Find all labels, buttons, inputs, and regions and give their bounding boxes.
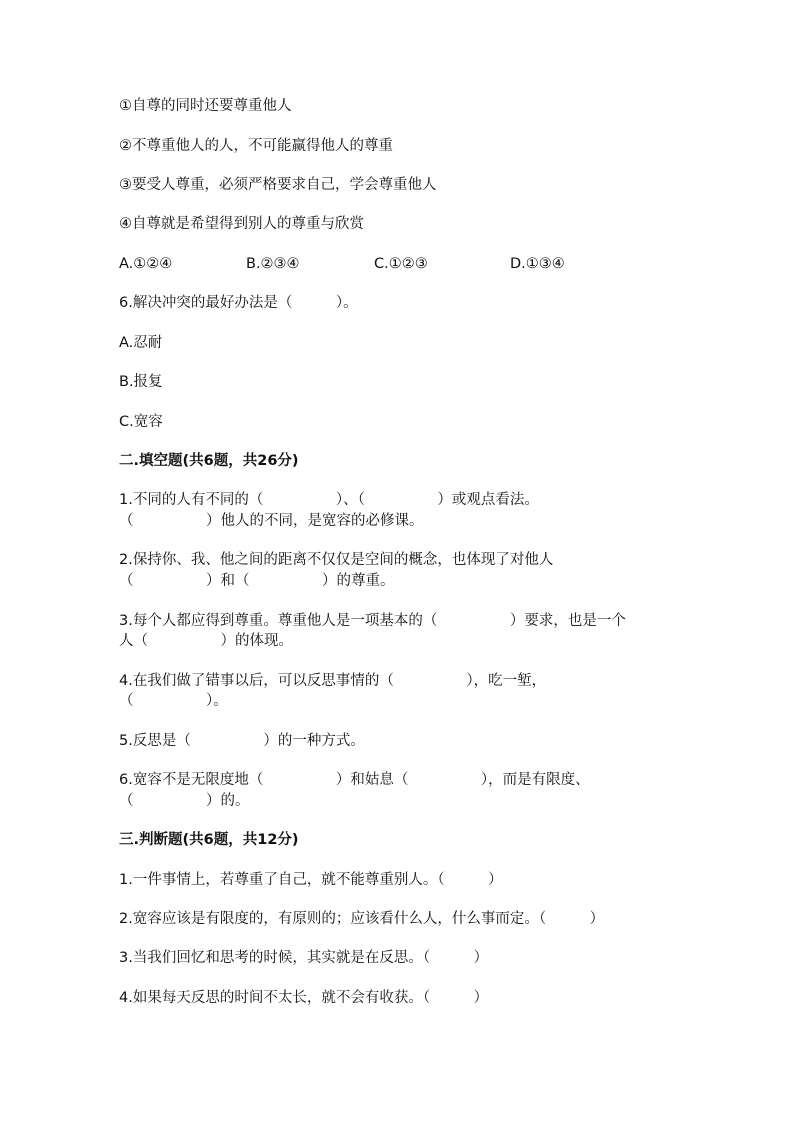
question-6-option-c: C.宽容	[119, 414, 163, 430]
fill-q2-line2: （ ）和（ ）的尊重。	[119, 573, 395, 589]
judge-q4: 4.如果每天反思的时间不太长，就不会有收获。（ ）	[119, 990, 489, 1006]
fill-q4-line1: 4.在我们做了错事以后，可以反思事情的（ ），吃一堑，	[119, 673, 547, 689]
fill-q2-line1: 2.保持你、我、他之间的距离不仅仅是空间的概念，也体现了对他人	[119, 552, 554, 568]
fill-q1-line1: 1.不同的人有不同的（ ）、（ ）或观点看法。	[119, 492, 539, 508]
section-2-title: 二.填空题(共6题，共26分)	[119, 453, 299, 469]
statement-2: ②不尊重他人的人，不可能赢得他人的尊重	[119, 138, 393, 154]
fill-q3-line2: 人（ ）的体现。	[119, 633, 293, 649]
statement-4: ④自尊就是希望得到别人的尊重与欣赏	[119, 216, 364, 232]
option-b: B.②③④	[246, 256, 300, 272]
option-a: A.①②④	[119, 256, 173, 272]
section-3-title: 三.判断题(共6题，共12分)	[119, 832, 299, 848]
judge-q2: 2.宽容应该是有限度的，有原则的；应该看什么人，什么事而定。（ ）	[119, 911, 605, 927]
question-6-option-a: A.忍耐	[119, 335, 163, 351]
option-d: D.①③④	[510, 256, 565, 272]
question-6-stem: 6.解决冲突的最好办法是（ ）。	[119, 295, 358, 311]
statement-1: ①自尊的同时还要尊重他人	[119, 98, 292, 114]
fill-q5: 5.反思是（ ）的一种方式。	[119, 733, 365, 749]
judge-q1: 1.一件事情上，若尊重了自己，就不能尊重别人。（ ）	[119, 872, 503, 888]
question-6-option-b: B.报复	[119, 374, 163, 390]
fill-q6-line2: （ ）的。	[119, 793, 250, 809]
fill-q3-line1: 3.每个人都应得到尊重。尊重他人是一项基本的（ ）要求，也是一个	[119, 613, 626, 629]
option-c: C.①②③	[374, 256, 428, 272]
fill-q4-line2: （ ）。	[119, 693, 228, 709]
judge-q3: 3.当我们回忆和思考的时候，其实就是在反思。（ ）	[119, 950, 489, 966]
fill-q6-line1: 6.宽容不是无限度地（ ）和姑息（ ），而是有限度、	[119, 772, 590, 788]
fill-q1-line2: （ ）他人的不同，是宽容的必修课。	[119, 513, 424, 529]
statement-3: ③要受人尊重，必须严格要求自己，学会尊重他人	[119, 177, 437, 193]
